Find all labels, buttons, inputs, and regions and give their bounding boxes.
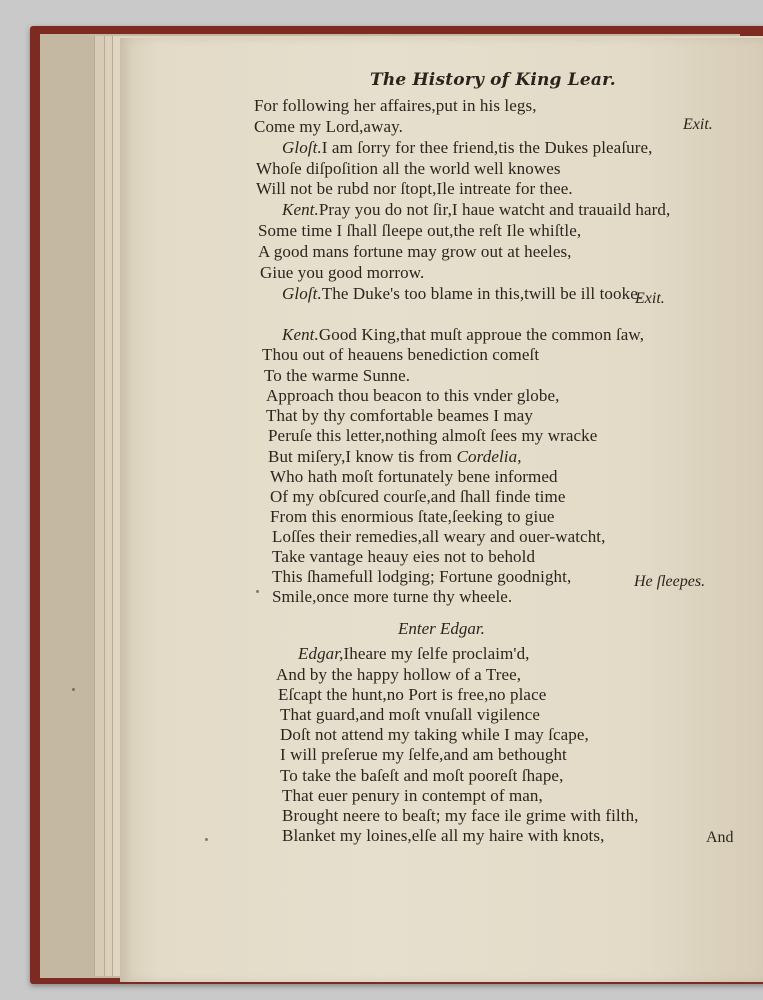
line-text: This ſhamefull lodging; Fortune goodnight, [272, 567, 572, 586]
speaker-prefix: Gloſt. [282, 138, 322, 157]
verse-line [282, 826, 604, 846]
verse-line [264, 366, 410, 386]
line-text: Eſcapt the hunt,no Port is free,no place [278, 685, 547, 704]
line-text: That by thy comfortable beames I may [266, 406, 534, 425]
verse-line [270, 507, 555, 527]
verse-line [280, 705, 540, 725]
verse-line [282, 284, 642, 304]
line-text: Brought neere to beaſt; my face ile grime with filth, [282, 806, 639, 825]
line-text: Iheare my ſelfe proclaim'd, [343, 644, 530, 663]
line-text: Smile,once more turne thy wheele. [272, 587, 513, 606]
line-text: To take the baſeſt and moſt pooreſt ſhape, [280, 766, 564, 785]
stage-direction-enter: Enter Edgar. [398, 619, 485, 638]
line-text: Come my Lord,away. [254, 117, 403, 136]
verse-line [280, 766, 563, 786]
line-text: But miſery,I know tis from Cordelia, [268, 447, 522, 466]
verse-line [280, 745, 567, 765]
speaker-prefix: Edgar, [298, 644, 344, 663]
line-text: That euer penury in contempt of man, [282, 786, 543, 805]
verse-line [268, 426, 597, 446]
verse-line [282, 138, 653, 158]
line-text: For following her affaires,put in his legs, [254, 96, 537, 115]
line-text: Pray you do not ſir,I haue watcht and trauaild hard, [318, 200, 671, 219]
verse-line [254, 96, 537, 116]
verse-line [272, 587, 512, 607]
line-text: From this enormious ſtate,ſeeking to giue [270, 507, 555, 526]
verse-line [282, 806, 639, 826]
stage-direction-exit: Exit. [683, 116, 713, 133]
verse-line [254, 117, 403, 137]
line-text: Doſt not attend my taking while I may ſcape, [280, 725, 589, 744]
line-text: Peruſe this letter,nothing almoſt ſees my wracke [268, 426, 598, 445]
ink-mark [256, 590, 259, 593]
verse-line [258, 242, 572, 262]
verse-line [272, 527, 605, 547]
ink-mark [205, 838, 208, 841]
verse-line [282, 325, 644, 345]
verse-line [272, 567, 571, 587]
line-text: Loſſes their remedies,all weary and ouer-watcht, [272, 527, 606, 546]
verse-line [276, 665, 521, 685]
line-text: Giue you good morrow. [260, 263, 425, 282]
verse-line [262, 345, 539, 365]
line-text: I will preſerue my ſelfe,and am bethought [280, 745, 567, 764]
line-text: Approach thou beacon to this vnder globe, [266, 386, 560, 405]
verse-line [280, 725, 589, 745]
line-text: Will not be rubd nor ſtopt,Ile intreate for thee. [256, 179, 573, 198]
running-head: The History of King Lear. [370, 70, 616, 90]
line-text: Some time I ſhall ſleepe out,the reſt Ile whiſtle, [258, 221, 582, 240]
line-text: Thou out of heauens benediction comeſt [262, 345, 540, 364]
line-text: That guard,and moſt vnuſall vigilence [280, 705, 541, 724]
line-text: The Duke's too blame in this,twill be ill tooke. [321, 284, 643, 303]
verse-line [256, 179, 573, 199]
line-text: I am ſorry for thee friend,tis the Dukes pleaſure, [321, 138, 653, 157]
verse-line [298, 644, 530, 664]
line-text: Good King,that muſt approue the common ſaw, [318, 325, 645, 344]
verse-line [258, 221, 581, 241]
line-text: Of my obſcured courſe,and ſhall finde time [270, 487, 566, 506]
verse-line [260, 263, 424, 283]
verse-line [278, 685, 546, 705]
catchword: And [706, 829, 734, 846]
line-text: To the warme Sunne. [264, 366, 411, 385]
ink-mark [72, 688, 75, 691]
stage-direction-exit: Exit. [635, 290, 665, 307]
verse-line [282, 200, 670, 220]
line-text: Take vantage heauy eies not to behold [272, 547, 536, 566]
line-text: Whoſe diſpoſition all the world well knowes [256, 159, 561, 178]
speaker-prefix: Kent. [282, 325, 319, 344]
verse-line [266, 406, 533, 426]
verse-line [266, 386, 560, 406]
line-text: Blanket my loines,elſe all my haire with knots, [282, 826, 605, 845]
verse-line [282, 786, 543, 806]
verse-line [268, 447, 522, 467]
verse-line [272, 547, 535, 567]
verse-line [270, 467, 558, 487]
stage-direction-sleeps: He ſleepes. [634, 573, 706, 590]
speaker-prefix: Kent. [282, 200, 319, 219]
verse-line [256, 159, 561, 179]
line-text: And by the happy hollow of a Tree, [276, 665, 522, 684]
speaker-prefix: Gloſt. [282, 284, 322, 303]
line-text: A good mans fortune may grow out at heeles, [258, 242, 572, 261]
verse-line [270, 487, 565, 507]
line-text: Who hath moſt fortunately bene informed [270, 467, 558, 486]
